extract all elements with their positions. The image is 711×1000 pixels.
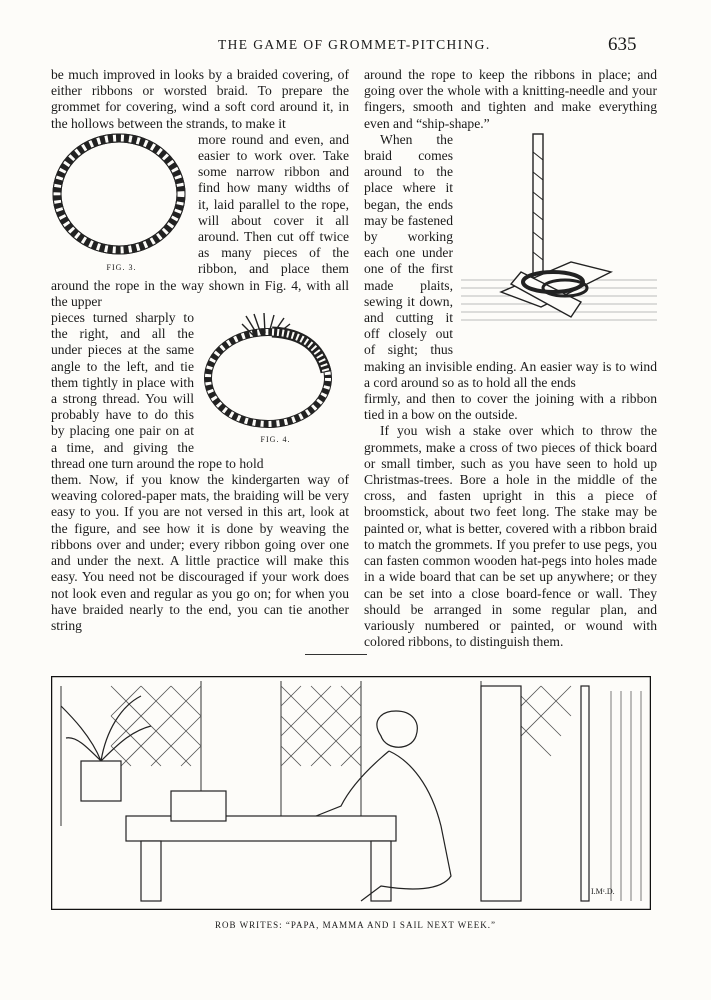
paragraph: firmly, and then to cover the joining with a ribbon tied in a bow on the outside. [364,391,657,423]
figure-caption: FIG. 3. [106,262,137,272]
paragraph: be much improved in looks by a braided covering, of either ribbons or worsted braid. To prepare the grommet for covering, wind a soft cord around it, in the hollows between the strands, to make it [51,67,349,131]
figure-3 [51,132,192,270]
paragraph: around the rope to keep the ribbons in place; and going over the whole with a knitting-needle and your fingers, smooth and tighten and make everything even and “ship-shape.” [364,67,657,131]
running-title: THE GAME OF GROMMET-PITCHING. [218,37,491,52]
illustration-caption: ROB WRITES: “PAPA, MAMMA AND I SAIL NEXT WEEK.” [214,920,497,930]
paragraph: pieces turned sharply to the right, and all the under pieces at the same angle to the left, and tie them tightly in place with a strong thread. You will probably have to do this by placing one pair on at a time, and giving the thread one turn around the rope to hold [51,310,264,471]
paragraph: them. Now, if you know the kindergarten way of weaving colored-paper mats, the braiding will be very easy to you. If you are not versed in this art, look at the figure, and see how it is done by weaving the ribbons over and under; every ribbon going over one and under the next. A little practice will make this easy. You need not be discouraged if your work does not look even and regular as you go on; for when you have braided nearly to the end, you can tie another string [51,472,349,633]
rope-ring-illustration [51,132,192,258]
paragraph: more round and even, and easier to work over. Take some narrow ribbon and find how many widths of it, laid parallel to the rope, will about cover it all around. Then cut off twice as many pieces of the ribbon, and place them around the rope in the way shown in Fig. 4, with all the upper [51,131,349,309]
paragraph: If you wish a stake over which to throw the grommets, make a cross of two pieces of thick board or small timber, such as you have seen to hold up Christmas-trees. Bore a hole in the middle of the cross, and fasten upright in this a piece of broomstick, about two feet long. The stake may be painted or, what is better, covered with a ribbon braid to match the grommets. If you prefer to use pegs, you can fasten common wooden hat-pegs into holes made in a wide board that can be set up anywhere; or they can be set into a close board-fence or wall. They should be arranged in some regular plan, and variously numbered or painted, or wound with colored ribbons, to distinguish them. [364,423,657,650]
figure-4 [202,312,349,444]
right-column [364,67,657,650]
braided-ring-illustration [202,312,349,430]
figure-caption: FIG. 4. [260,435,291,445]
section-divider [305,654,367,655]
running-header [0,34,711,59]
engraving [51,676,651,910]
grommet-stake-illustration [461,132,657,352]
paragraph: When the braid comes around to the place where it began, the ends may be fastened by working each one under one of the first made plaits, sewing it down, and cutting it off closely out of sight; thus making an invisible ending. An easier way is to wind a cord around so as to hold all the ends [364,131,657,390]
boy-writing-illustration [51,676,651,910]
figure-stake [461,132,657,352]
page-number: 635 [608,34,637,55]
left-column [51,67,349,634]
artist-signature: I.Mᶜ.D. [591,887,615,896]
